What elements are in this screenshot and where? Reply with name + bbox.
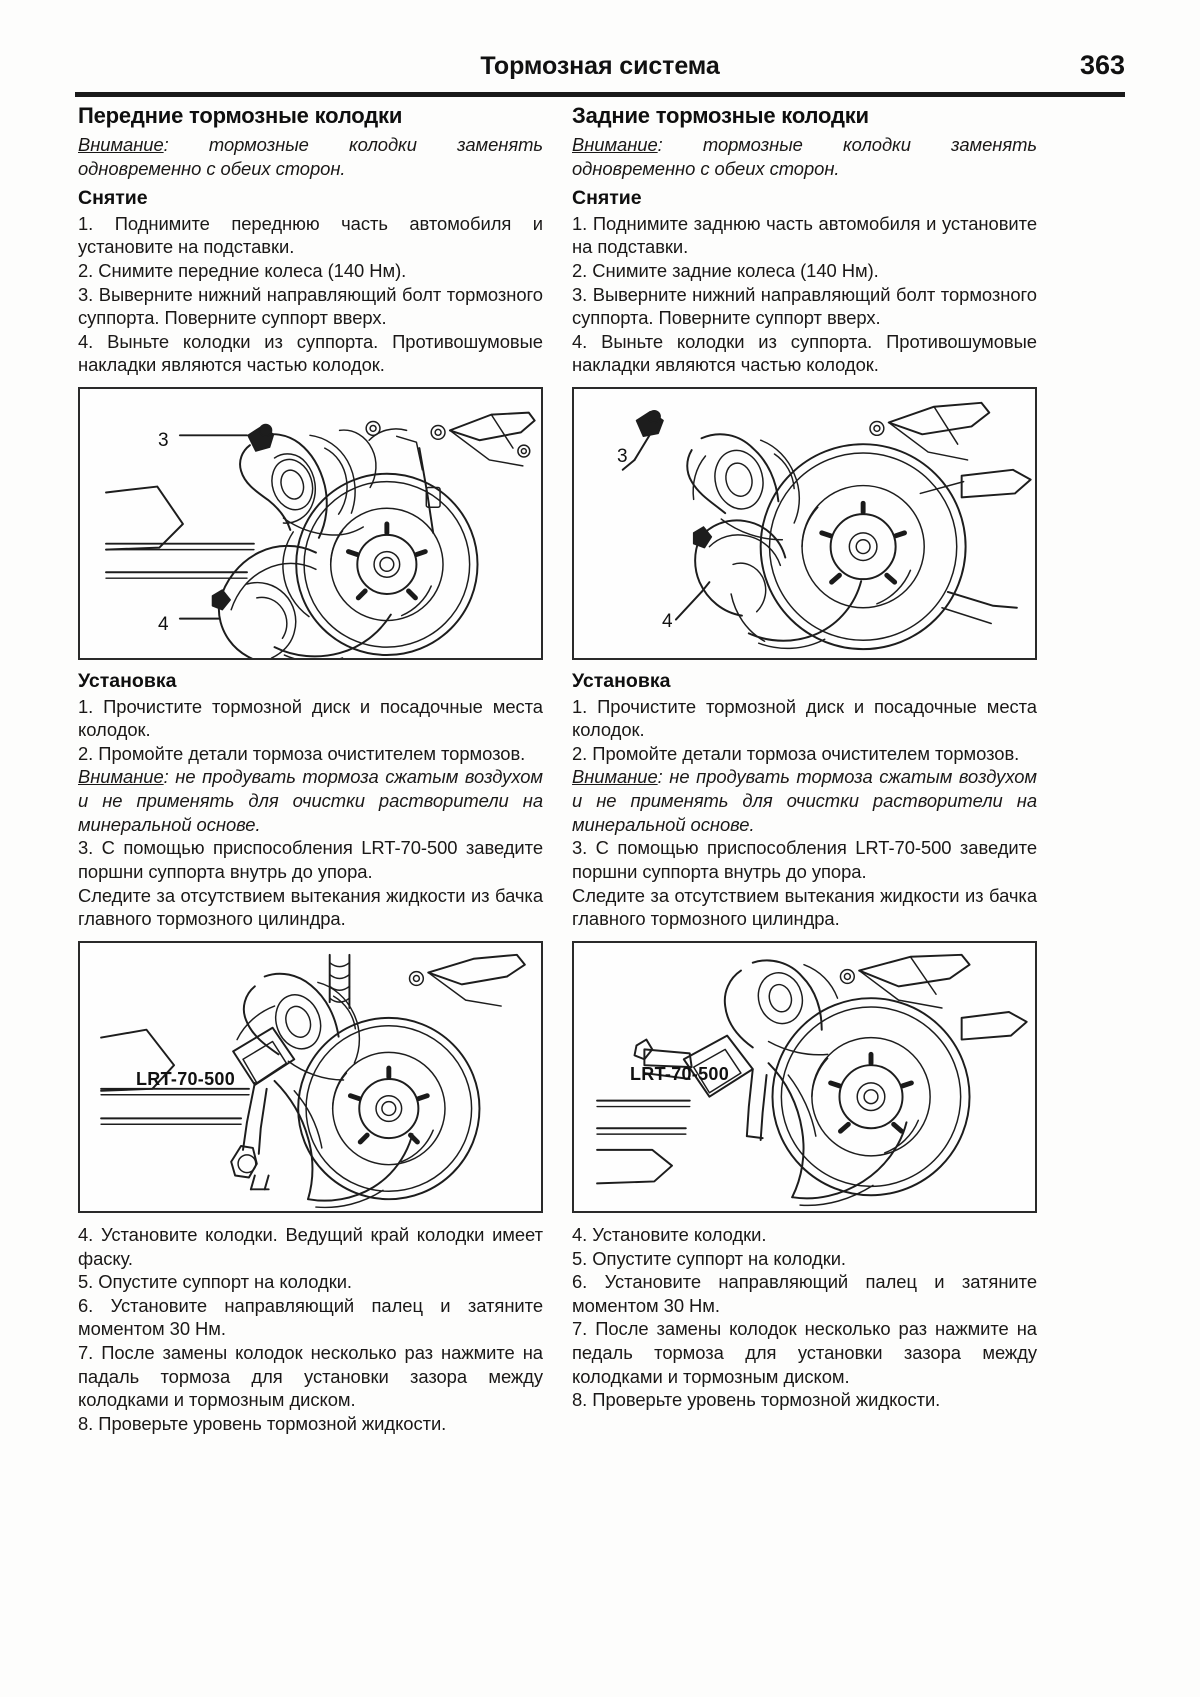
right-removal-heading: Снятие [572,187,642,210]
left-figure-front-brake-removal-drawing [80,389,541,658]
left-install-note [78,765,543,836]
right-install-heading: Установка [572,670,671,693]
left-figure1-callout-3: 3 [158,430,169,452]
right-figure-rear-brake-removal-drawing [574,389,1035,658]
left-install-step-2: 2. Промойте детали тормоза очистителем тормозов. [78,742,526,764]
right-install-step-6: 6. Установите направляющий палец и затяните моментом 30 Нм. [572,1271,1037,1316]
right-removal-step-4: 4. Выньте колодки из суппорта. Противошумовые накладки являются частью колодок. [572,330,1037,376]
page-number: 363 [1079,50,1125,80]
right-install-note [572,765,1037,836]
left-install-note-text: : не продувать тормоза сжатым воздухом и не применять для очистки растворители на минеральной основе. [78,766,543,835]
left-removal-step-3: 3. Выверните нижний направляющий болт тормозного суппорта. Поверните суппорт вверх. [78,283,543,329]
page-title: Тормозная система [480,52,720,80]
right-install-step-3: 3. С помощью приспособления LRT-70-500 заведите поршни суппорта внутрь до упора. [572,837,1037,882]
right-intro-note-text: : тормозные колодки заменять одновременно с обеих сторон. [572,133,1037,179]
right-figure-rear-brake-removal [572,387,1037,660]
left-install-step-5: 5. Опустите суппорт на колодки. [78,1271,352,1293]
left-removal-heading: Снятие [78,187,148,210]
left-section-title: Передние тормозные колодки [78,103,403,128]
left-figure-front-piston-tool [78,941,543,1213]
left-intro-note-lead: Внимание [78,133,164,155]
right-column [572,103,1037,1412]
left-install-step-8: 8. Проверьте уровень тормозной жидкости. [78,1413,447,1435]
left-removal-step-4: 4. Выньте колодки из суппорта. Противошумовые накладки являются частью колодок. [78,330,543,376]
right-removal-step-2: 2. Снимите задние колеса (140 Нм). [572,259,879,281]
left-install-step-3b: Следите за отсутствием вытекания жидкости из бачка главного тормозного цилиндра. [78,884,543,930]
left-install-note-lead: Внимание [78,766,164,788]
header-divider [75,92,1125,97]
left-intro-note-text: : тормозные колодки заменять одновременно с обеих сторон. [78,133,543,179]
right-install-note-lead: Внимание [572,766,658,788]
right-install-step-8: 8. Проверьте уровень тормозной жидкости. [572,1389,941,1411]
left-removal-step-2: 2. Снимите передние колеса (140 Нм). [78,259,407,281]
right-install-step-4: 4. Установите колодки. [572,1223,767,1245]
left-install-step-4: 4. Установите колодки. Ведущий край колодки имеет фаску. [78,1223,543,1269]
right-install-step-5: 5. Опустите суппорт на колодки. [572,1247,846,1269]
right-install-step-2: 2. Промойте детали тормоза очистителем тормозов. [572,742,1020,764]
left-figure1-callout-4: 4 [158,614,169,636]
left-install-step-3: 3. С помощью приспособления LRT-70-500 заведите поршни суппорта внутрь до упора. [78,837,543,882]
right-section-title: Задние тормозные колодки [572,103,869,128]
right-figure2-tool-label: LRT-70-500 [630,1063,730,1084]
left-removal-step-1: 1. Поднимите переднюю часть автомобиля и установите на подставки. [78,212,543,258]
right-install-step-1: 1. Прочистите тормозной диск и посадочные места колодок. [572,695,1037,741]
right-figure-rear-piston-tool [572,941,1037,1213]
left-install-heading: Установка [78,670,177,693]
left-figure-front-brake-removal [78,387,543,660]
right-removal-step-1: 1. Поднимите заднюю часть автомобиля и установите на подставки. [572,212,1037,258]
right-install-step-3b: Следите за отсутствием вытекания жидкости из бачка главного тормозного цилиндра. [572,884,1037,930]
right-install-step-7: 7. После замены колодок несколько раз нажмите на педаль тормоза для установки зазора между колодками и тормозным диском. [572,1318,1037,1387]
right-figure1-callout-3: 3 [617,446,628,468]
left-install-step-7: 7. После замены колодок несколько раз нажмите на падаль тормоза для установки зазора между колодками и тормозным диском. [78,1342,543,1411]
page-header [75,52,1125,94]
left-figure2-tool-label: LRT-70-500 [136,1068,236,1089]
left-column [78,103,543,1436]
left-intro-note [78,133,543,180]
right-intro-note-lead: Внимание [572,133,658,155]
right-install-note-text: : не продувать тормоза сжатым воздухом и не применять для очистки растворители на минеральной основе. [572,766,1037,835]
left-install-step-1: 1. Прочистите тормозной диск и посадочные места колодок. [78,695,543,741]
left-install-step-6: 6. Установите направляющий палец и затяните моментом 30 Нм. [78,1294,543,1340]
right-intro-note [572,133,1037,180]
right-removal-step-3: 3. Выверните нижний направляющий болт тормозного суппорта. Поверните суппорт вверх. [572,283,1037,329]
right-figure1-callout-4: 4 [662,611,673,633]
